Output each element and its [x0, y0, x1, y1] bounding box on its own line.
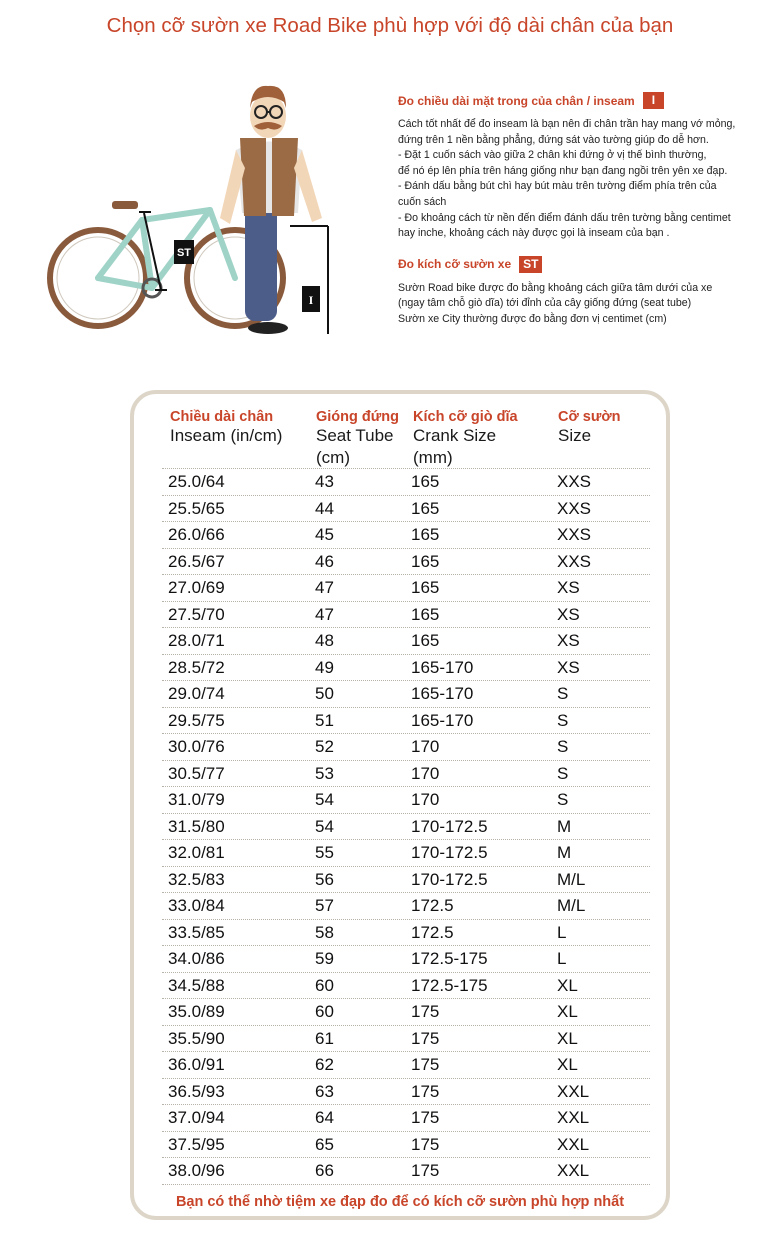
crank-size-cell: 175: [411, 1055, 440, 1074]
seat-tube-cell: 59: [315, 949, 334, 968]
table-row: [162, 945, 650, 972]
seat-tube-cell: 62: [315, 1055, 334, 1074]
table-row: [162, 1131, 650, 1158]
table-row: [162, 548, 650, 575]
crank-size-cell: 170-172.5: [411, 816, 488, 836]
seat-tube-cell: 47: [315, 578, 334, 597]
frame-size-cell: XS: [557, 657, 580, 677]
table-row: [162, 627, 650, 654]
seat-tube-cell: 45: [315, 525, 334, 544]
table-row: [162, 1078, 650, 1105]
inseam-heading: Đo chiều dài mặt trong của chân / inseam I: [398, 92, 770, 109]
inseam-cell: 38.0/96: [168, 1161, 225, 1180]
table-row: [162, 919, 650, 946]
inseam-cell: 30.0/76: [168, 737, 225, 756]
inseam-cell: 33.0/84: [168, 896, 225, 915]
seat-tube-cell: 58: [315, 922, 334, 942]
table-row: [162, 866, 650, 893]
table-row: [162, 813, 650, 840]
table-row: [162, 786, 650, 813]
seat-tube-cell: 61: [315, 1028, 334, 1048]
seat-tube-cell: 44: [315, 498, 334, 518]
crank-size-cell: 172.5: [411, 896, 454, 915]
inseam-cell: 33.5/85: [168, 922, 225, 942]
footer-note: Bạn có thể nhờ tiệm xe đạp đo để có kích cỡ sườn phù hợp nhất: [175, 1194, 625, 1210]
crank-size-cell: 175: [411, 1161, 440, 1180]
seat-tube-cell: 48: [315, 631, 334, 650]
frame-size-cell: XS: [557, 578, 580, 597]
inseam-cell: 32.0/81: [168, 843, 225, 862]
table-row: [162, 1051, 650, 1078]
inseam-cell: 30.5/77: [168, 763, 225, 783]
table-row: [162, 733, 650, 760]
frame-size-cell: S: [557, 737, 569, 756]
crank-size-cell: 165: [411, 525, 440, 544]
inseam-cell: 31.5/80: [168, 816, 225, 836]
table-row: [162, 468, 650, 495]
seat-tube-cell: 60: [315, 975, 334, 995]
table-row: [162, 839, 650, 866]
seat-tube-cell: 54: [315, 790, 334, 809]
frame-size-cell: S: [557, 790, 569, 809]
inseam-cell: 26.0/66: [168, 525, 225, 544]
frame-size-cell: M: [557, 843, 572, 862]
inseam-cell: 32.5/83: [168, 869, 225, 889]
frame-size-cell: XXL: [557, 1134, 590, 1154]
frame-size-cell: S: [557, 710, 569, 730]
inseam-cell: 35.0/89: [168, 1002, 225, 1021]
inseam-cell: 27.0/69: [168, 578, 225, 597]
inseam-cell: 36.0/91: [168, 1055, 225, 1074]
table-row: [162, 495, 650, 522]
frame-size-cell: XXL: [557, 1108, 590, 1127]
table-row: [162, 1025, 650, 1052]
seat-tube-cell: 54: [315, 816, 334, 836]
frame-size-cell: XXL: [557, 1161, 590, 1180]
frame-size-cell: XS: [557, 631, 580, 650]
inseam-cell: 37.0/94: [168, 1108, 225, 1127]
frame-size-cell: XXS: [557, 551, 592, 571]
crank-size-cell: 170: [411, 763, 440, 783]
crank-size-cell: 172.5: [411, 922, 454, 942]
inseam-cell: 36.5/93: [168, 1081, 225, 1101]
inseam-cell: 29.5/75: [168, 710, 225, 730]
frame-size-cell: XS: [557, 604, 580, 624]
size-chart-panel: [130, 390, 670, 1220]
frame-size-cell: M: [557, 816, 572, 836]
table-row: [162, 998, 650, 1025]
inseam-cell: 29.0/74: [168, 684, 225, 703]
crank-size-cell: 172.5-175: [411, 949, 488, 968]
frame-size-cell: S: [557, 763, 569, 783]
crank-size-cell: 170: [411, 737, 440, 756]
table-row: [162, 1157, 650, 1185]
header-frame-size: Cỡ sườn Size: [558, 409, 621, 445]
seat-tube-cell: 60: [315, 1002, 334, 1021]
frame-size-cell: XXS: [557, 498, 592, 518]
table-row: [162, 574, 650, 601]
inseam-cell: 25.5/65: [168, 498, 225, 518]
inseam-cell: 25.0/64: [168, 472, 225, 491]
seat-tube-cell: 52: [315, 737, 334, 756]
crank-size-cell: 175: [411, 1081, 440, 1101]
bike-sizing-illustration: [40, 78, 360, 348]
crank-size-cell: 175: [411, 1134, 440, 1154]
inseam-cell: 35.5/90: [168, 1028, 225, 1048]
frame-size-heading: Đo kích cỡ sườn xe ST: [398, 256, 770, 273]
table-row: [162, 972, 650, 999]
info-panel: [398, 92, 770, 328]
seat-tube-cell: 46: [315, 551, 334, 571]
seat-tube-cell: 50: [315, 684, 334, 703]
table-row: [162, 680, 650, 707]
seat-tube-cell: 51: [315, 710, 334, 730]
crank-size-cell: 165: [411, 578, 440, 597]
seat-tube-cell: 66: [315, 1161, 334, 1180]
frame-size-instructions: Sườn Road bike được đo bằng khoảng cách giữa tâm dưới của xe (ngay tâm chỗ giò dĩa) tới đỉnh của cây giống đứng (seat tube) Sườn xe City thường được đo bằng đơn vị centimet (cm): [398, 281, 713, 325]
inseam-cell: 34.0/86: [168, 949, 225, 968]
frame-size-cell: XXS: [557, 525, 592, 544]
crank-size-cell: 165-170: [411, 684, 474, 703]
crank-size-cell: 175: [411, 1108, 440, 1127]
page-title: Chọn cỡ sườn xe Road Bike phù hợp với độ dài chân của bạn: [106, 14, 674, 37]
table-row: [162, 1104, 650, 1131]
size-table-body: [162, 468, 650, 1185]
crank-size-cell: 165: [411, 498, 440, 518]
inseam-cell: 31.0/79: [168, 790, 225, 809]
size-table-header: [166, 409, 646, 467]
frame-size-badge: ST: [519, 256, 542, 273]
seat-tube-cell: 63: [315, 1081, 334, 1101]
seat-tube-cell: 64: [315, 1108, 334, 1127]
inseam-cell: 28.5/72: [168, 657, 225, 677]
svg-text:I: I: [308, 293, 314, 307]
frame-size-cell: M/L: [557, 896, 586, 915]
frame-size-cell: XXL: [557, 1081, 590, 1101]
table-row: [162, 654, 650, 681]
table-row: [162, 601, 650, 628]
seat-tube-cell: 65: [315, 1134, 334, 1154]
seat-tube-cell: 53: [315, 763, 334, 783]
frame-size-cell: XL: [557, 1028, 578, 1048]
crank-size-cell: 170: [411, 790, 440, 809]
header-crank-size: Kích cỡ giò dĩa Crank Size (mm): [413, 409, 518, 467]
crank-size-cell: 165: [411, 604, 440, 624]
crank-size-cell: 172.5-175: [411, 975, 488, 995]
crank-size-cell: 170-172.5: [411, 869, 488, 889]
crank-size-cell: 175: [411, 1028, 440, 1048]
svg-text:ST: ST: [176, 247, 192, 259]
frame-size-cell: M/L: [557, 869, 586, 889]
crank-size-cell: 165: [411, 472, 440, 491]
seat-tube-cell: 57: [315, 896, 334, 915]
crank-size-cell: 170-172.5: [411, 843, 488, 862]
frame-size-cell: XL: [557, 1055, 578, 1074]
header-inseam: Chiều dài chân Inseam (in/cm): [170, 409, 283, 445]
bike-frame: [98, 210, 235, 288]
frame-size-cell: XL: [557, 1002, 578, 1021]
crank-size-cell: 165-170: [411, 657, 474, 677]
seat-tube-cell: 56: [315, 869, 334, 889]
frame-size-cell: L: [557, 922, 567, 942]
seat-tube-cell: 43: [315, 472, 334, 491]
seat-tube-cell: 47: [315, 604, 334, 624]
crank-size-cell: 165: [411, 551, 440, 571]
table-row: [162, 707, 650, 734]
inseam-cell: 34.5/88: [168, 975, 225, 995]
inseam-cell: 26.5/67: [168, 551, 225, 571]
frame-size-cell: XXS: [557, 472, 592, 491]
crank-size-cell: 165-170: [411, 710, 474, 730]
crank-size-cell: 175: [411, 1002, 440, 1021]
saddle: [112, 201, 138, 209]
seat-tube-cell: 49: [315, 657, 334, 677]
frame-size-cell: L: [557, 949, 567, 968]
inseam-cell: 28.0/71: [168, 631, 225, 650]
frame-size-cell: S: [557, 684, 569, 703]
table-row: [162, 760, 650, 787]
crank-size-cell: 165: [411, 631, 440, 650]
inseam-badge: I: [643, 92, 664, 109]
inseam-cell: 37.5/95: [168, 1134, 225, 1154]
inseam-cell: 27.5/70: [168, 604, 225, 624]
header-seat-tube: Gióng đứng Seat Tube (cm): [316, 409, 399, 467]
frame-size-cell: XL: [557, 975, 578, 995]
seat-tube-cell: 55: [315, 843, 334, 862]
table-row: [162, 521, 650, 548]
table-row: [162, 892, 650, 919]
inseam-instructions: Cách tốt nhất để đo inseam là bạn nên đi chân trần hay mang vớ mỏng, đứng trên 1 nền bằng phẳng, đứng sát vào tường giúp đo dễ hơn. - Đặt 1 cuốn sách vào giữa 2 chân khi đứng ở vị thế bình thường, để nó ép lên phía trên háng giống như bạn đang ngồi trên yên xe đạp. - Đánh dấu bằng bút chì hay bút màu trên tường điểm phía trên của cuốn sách - Đo khoảng cách từ nền đến điểm đánh dấu trên tường bằng centimet hay inche, khoảng cách này được gọi là inseam của bạn .: [398, 118, 736, 240]
